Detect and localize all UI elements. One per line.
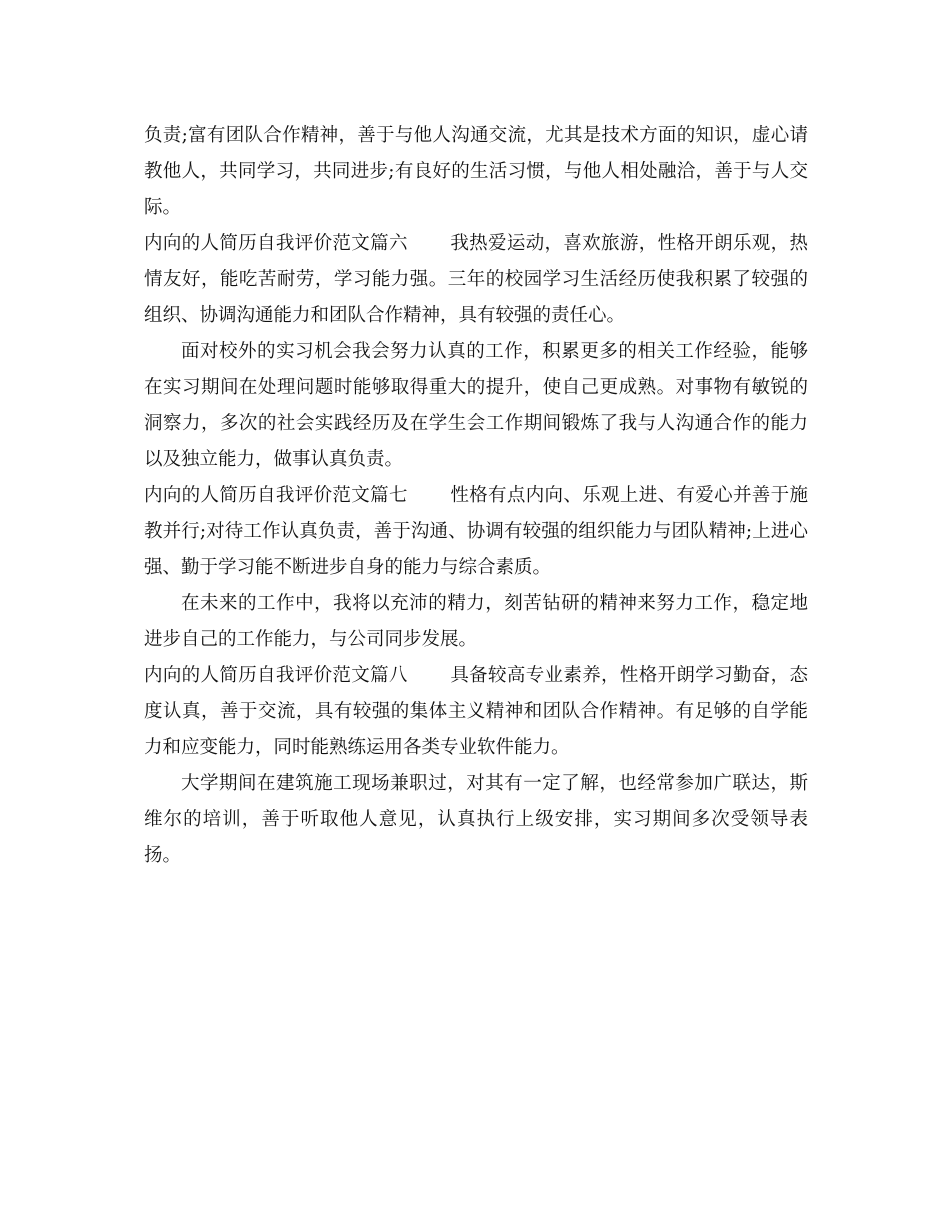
paragraph <box>144 586 808 658</box>
paragraph-text: 面对校外的实习机会我会努力认真的工作，积累更多的相关工作经验，能够在实习期间在处理问题时能够取得重大的提升，使自己更成熟。对事物有敏锐的洞察力，多次的社会实践经历及在学生会工作期间锻炼了我与人沟通合作的能力以及独立能力，做事认真负责。 <box>144 341 808 470</box>
section-heading: 内向的人简历自我评价范文篇八 <box>144 665 408 686</box>
paragraph-text: 性格有点内向、乐观上进、有爱心并善于施教并行;对待工作认真负责，善于沟通、协调有较强的组织能力与团队精神;上进心强、勤于学习能不断进步自身的能力与综合素质。 <box>144 485 808 578</box>
section-seven <box>144 478 808 586</box>
document-page <box>144 118 808 874</box>
paragraph-text: 负责;富有团队合作精神，善于与他人沟通交流，尤其是技术方面的知识，虚心请教他人，共同学习，共同进步;有良好的生活习惯，与他人相处融洽，善于与人交际。 <box>144 125 808 218</box>
section-six <box>144 226 808 334</box>
paragraph-text: 大学期间在建筑施工现场兼职过，对其有一定了解，也经常参加广联达，斯维尔的培训，善于听取他人意见，认真执行上级安排，实习期间多次受领导表扬。 <box>144 773 808 866</box>
paragraph-text: 具备较高专业素养，性格开朗学习勤奋，态度认真，善于交流，具有较强的集体主义精神和团队合作精神。有足够的自学能力和应变能力，同时能熟练运用各类专业软件能力。 <box>144 665 808 758</box>
paragraph-continuation <box>144 118 808 226</box>
paragraph-text: 我热爱运动，喜欢旅游，性格开朗乐观，热情友好，能吃苦耐劳，学习能力强。三年的校园学习生活经历使我积累了较强的组织、协调沟通能力和团队合作精神，具有较强的责任心。 <box>144 233 808 326</box>
section-eight <box>144 658 808 766</box>
section-heading: 内向的人简历自我评价范文篇七 <box>144 485 408 506</box>
paragraph <box>144 334 808 478</box>
paragraph <box>144 766 808 874</box>
paragraph-text: 在未来的工作中，我将以充沛的精力，刻苦钻研的精神来努力工作，稳定地进步自己的工作能力，与公司同步发展。 <box>144 593 808 650</box>
section-heading: 内向的人简历自我评价范文篇六 <box>144 233 408 254</box>
